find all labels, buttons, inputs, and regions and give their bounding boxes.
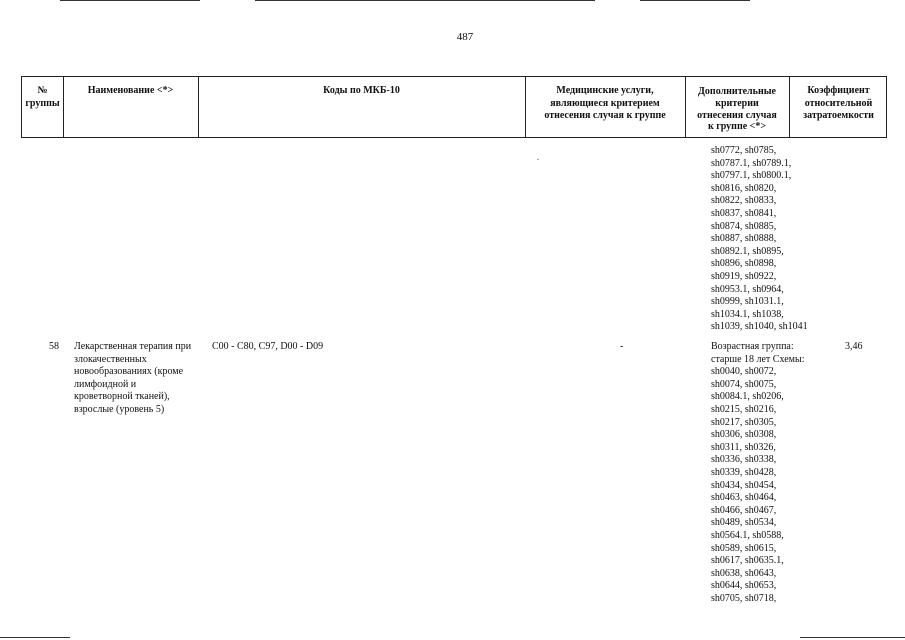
scan-top-edge <box>60 0 200 1</box>
header-icd-codes: Коды по МКБ-10 <box>323 85 400 96</box>
scan-top-edge <box>640 0 750 1</box>
header-name: Наименование <*> <box>87 85 174 96</box>
icd-codes-cell: C00 - C80, C97, D00 - D09 <box>212 341 324 352</box>
coefficient-cell: 3,46 <box>845 341 863 352</box>
scan-bottom-edge <box>800 637 905 638</box>
header-medical-services: Медицинские услуги, являющиеся критерием отнесения случая к группе <box>544 85 666 121</box>
group-number-cell: 58 <box>49 341 59 352</box>
continued-additional-criteria: sh0772, sh0785, sh0787.1, sh0789.1, sh0797.1, sh0800.1, sh0816, sh0820, sh0822, sh0833, sh0837, sh0841, sh0874, sh0885, sh0887, sh0888, sh0892.1, sh0895, sh0896, sh0898, sh0919, sh0922, sh0953.1, sh0964, sh0999, sh1031.1, sh1034.1, sh1038, sh1039, sh1040, sh1041 <box>711 145 808 333</box>
group-name-cell: Лекарственная терапия при злокачественных новообразованиях (кроме лимфоидной и кроветворной тканей), взрослые (уровень 5) <box>74 341 192 415</box>
header-additional-criteria: Дополнительные критерии отнесения случая к группе <*> <box>697 86 777 133</box>
continued-services-mark: . <box>537 153 539 162</box>
scan-top-edge <box>255 0 595 1</box>
scan-bottom-edge <box>0 637 70 638</box>
header-group-number: № группы <box>25 85 60 109</box>
additional-criteria-cell: Возрастная группа: старше 18 лет Схемы: sh0040, sh0072, sh0074, sh0075, sh0084.1, sh0206, sh0215, sh0216, sh0217, sh0305, sh0306, sh0308, sh0311, sh0326, sh0336, sh0338, sh0339, sh0428, sh0434, sh0454, sh0463, sh0464, sh0466, sh0467, sh0489, sh0534, sh0564.1, sh0588, sh0589, sh0615, sh0617, sh0635.1, sh0638, sh0643, sh0644, sh0653, sh0705, sh0718, <box>711 341 805 604</box>
page-number: 487 <box>456 31 474 43</box>
header-coefficient: Коэффициент относительной затратоемкости <box>803 85 874 121</box>
services-cell: - <box>620 341 624 352</box>
table-header <box>21 76 887 138</box>
